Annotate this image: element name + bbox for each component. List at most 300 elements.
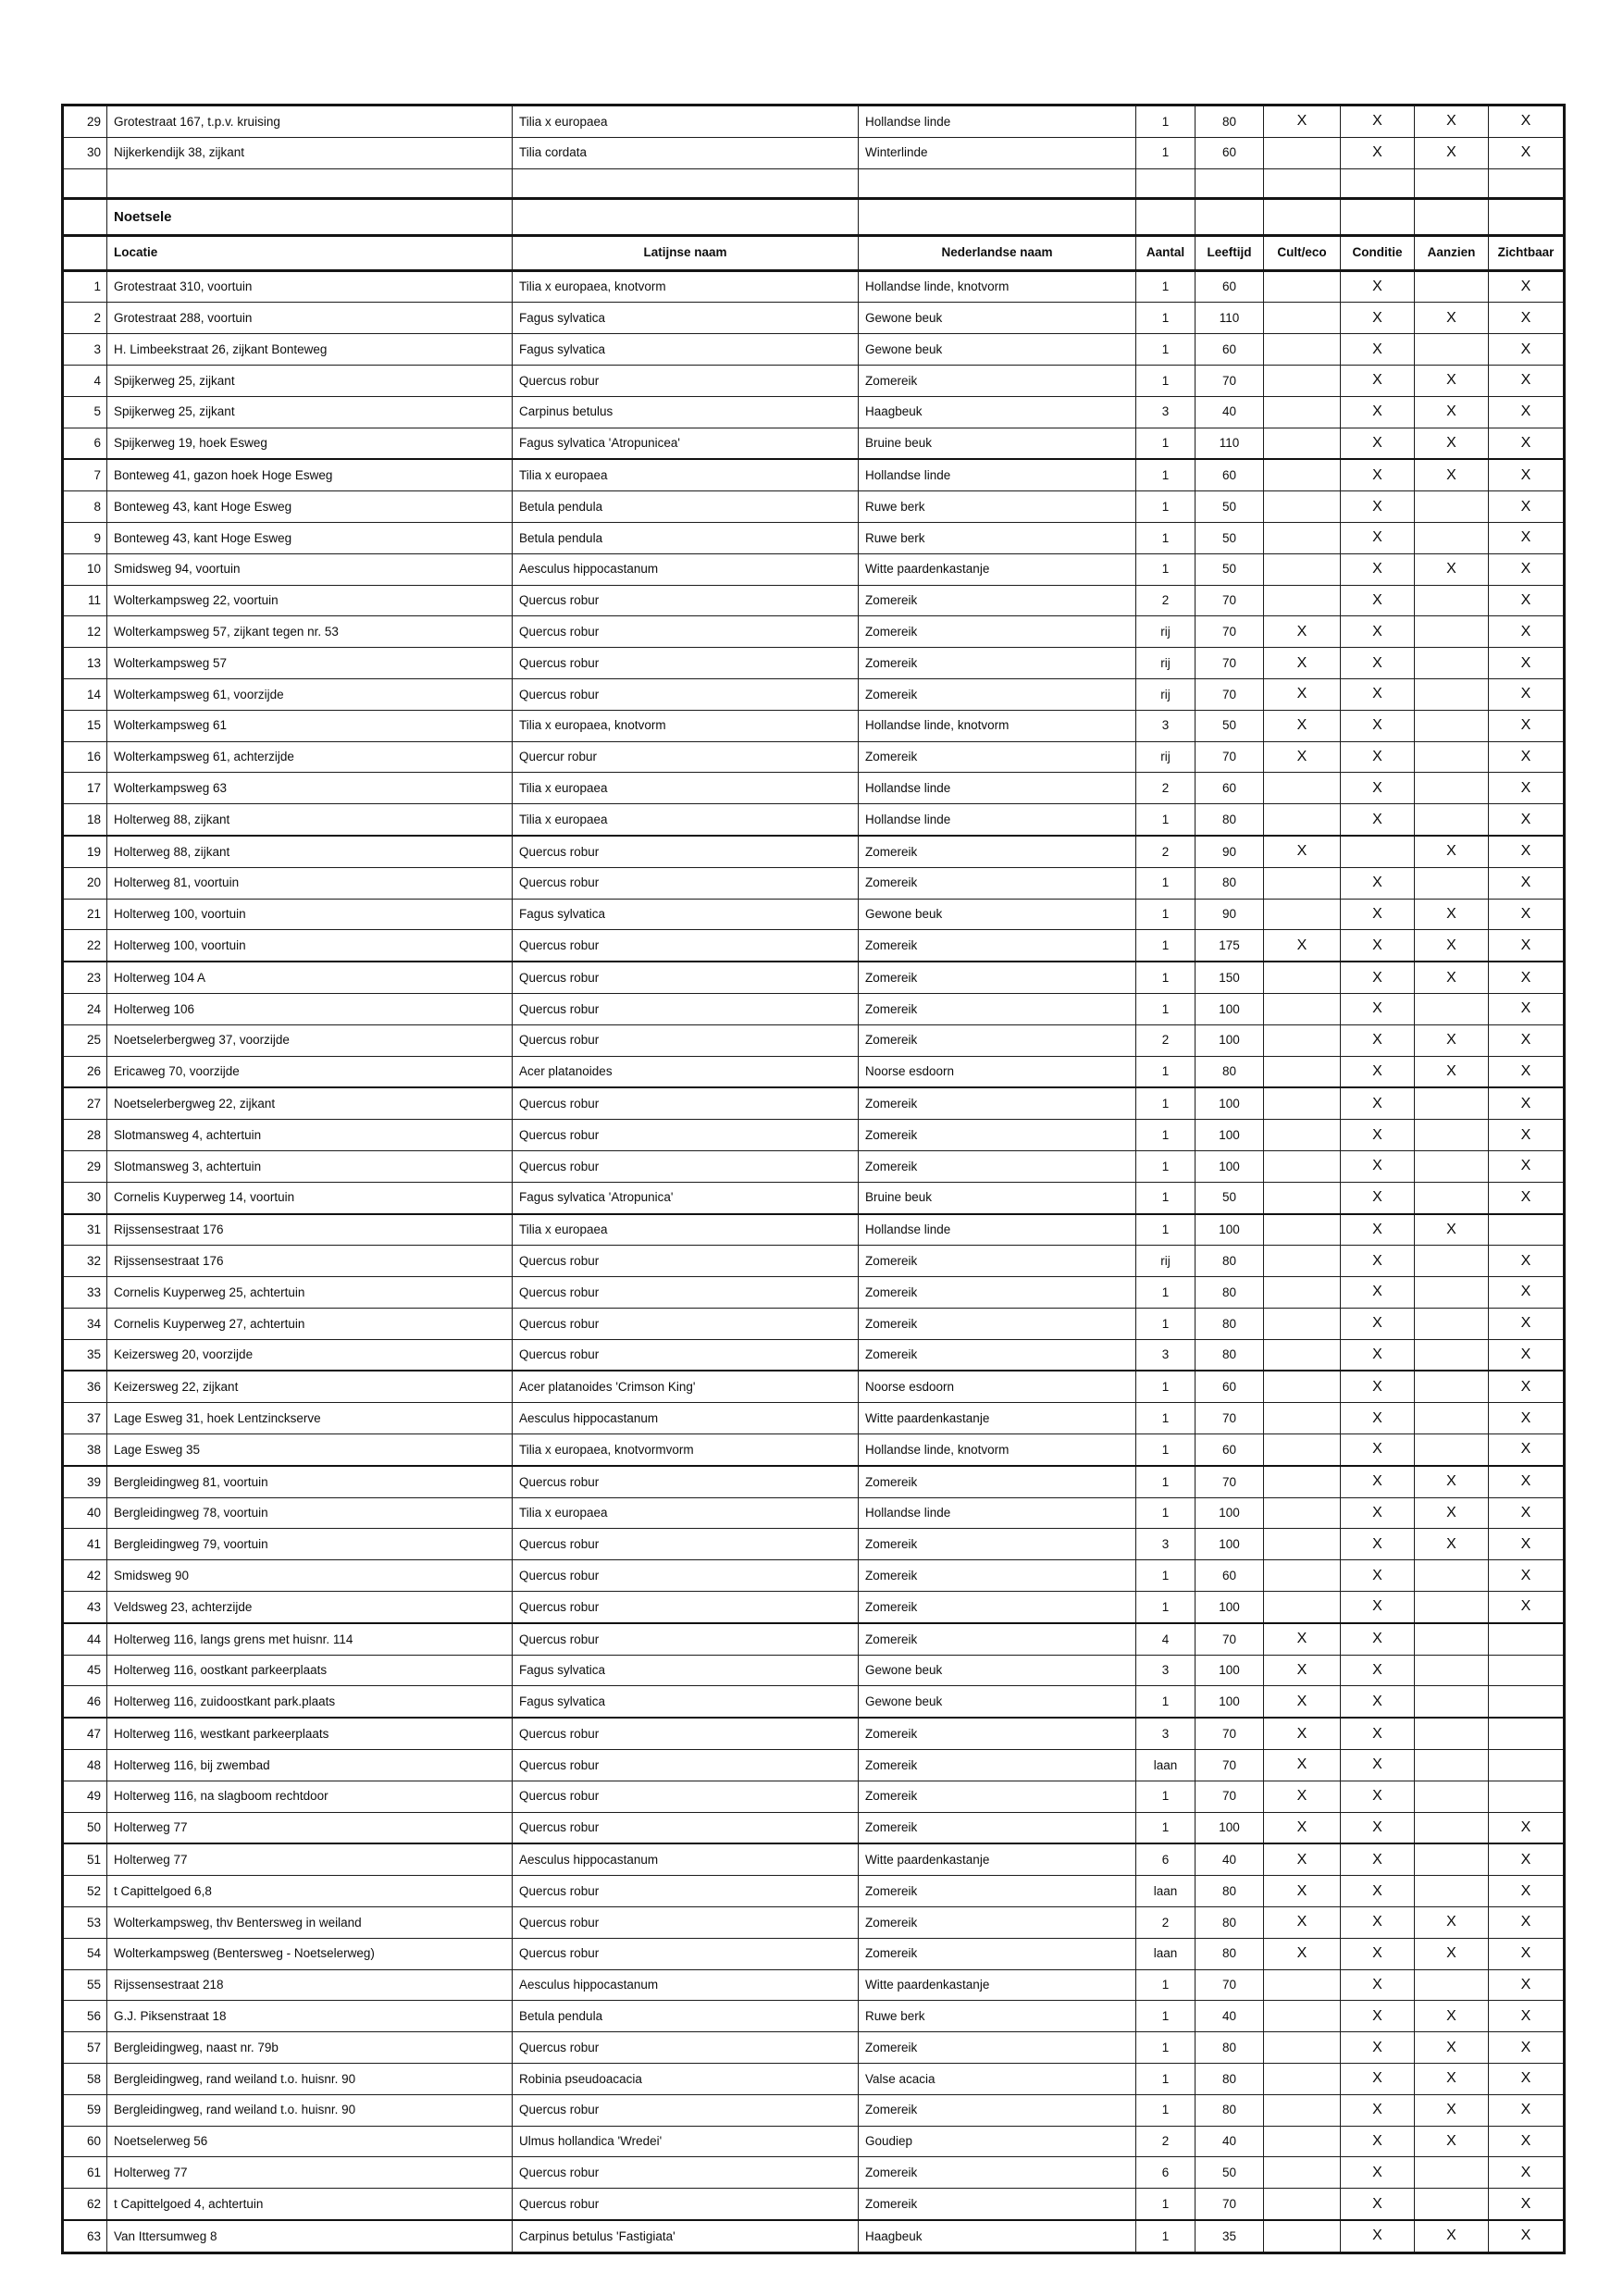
cell-locatie: Holterweg 77	[107, 1843, 513, 1875]
cell-aanzien	[1415, 1686, 1489, 1718]
cell-zichtbaar: X	[1489, 2064, 1565, 2095]
cell-cult-eco	[1264, 2189, 1341, 2220]
cell-conditie: X	[1341, 2094, 1415, 2126]
cell-cult-eco	[1264, 1560, 1341, 1592]
cell-locatie: Holterweg 116, zuidoostkant park.plaats	[107, 1686, 513, 1718]
cell-aantal: 1	[1136, 1592, 1196, 1623]
header-locatie: Locatie	[107, 235, 513, 270]
cell-conditie: X	[1341, 962, 1415, 993]
cell-aantal: 1	[1136, 1781, 1196, 1812]
cell-aantal: rij	[1136, 616, 1196, 648]
cell-conditie: X	[1341, 616, 1415, 648]
cell	[1264, 198, 1341, 235]
cell-conditie: X	[1341, 993, 1415, 1024]
cell-zichtbaar: X	[1489, 1120, 1565, 1151]
cell-latijnse-naam: Fagus sylvatica	[513, 1686, 859, 1718]
cell-row-number: 53	[63, 1907, 107, 1939]
cell-locatie: Wolterkampsweg, thv Bentersweg in weiland	[107, 1907, 513, 1939]
cell-latijnse-naam: Fagus sylvatica	[513, 303, 859, 334]
table-row	[63, 930, 1565, 962]
cell-latijnse-naam: Quercus robur	[513, 1308, 859, 1339]
cell-latijnse-naam: Quercus robur	[513, 1750, 859, 1781]
cell-conditie: X	[1341, 710, 1415, 741]
cell-nederlandse-naam: Zomereik	[859, 2032, 1136, 2064]
table-row	[63, 2001, 1565, 2032]
cell-nederlandse-naam: Zomereik	[859, 1466, 1136, 1497]
cell-leeftijd: 80	[1196, 2094, 1264, 2126]
cell-locatie: Grotestraat 167, t.p.v. kruising	[107, 105, 513, 138]
cell-leeftijd: 80	[1196, 1056, 1264, 1087]
table-row	[63, 1655, 1565, 1686]
cell-conditie: X	[1341, 678, 1415, 710]
header-aantal: Aantal	[1136, 235, 1196, 270]
table-row	[63, 1150, 1565, 1182]
cell-aanzien: X	[1415, 962, 1489, 993]
cell-row-number: 47	[63, 1718, 107, 1749]
cell-zichtbaar: X	[1489, 365, 1565, 396]
cell-locatie: t Capittelgoed 6,8	[107, 1876, 513, 1907]
cell-row-number: 19	[63, 836, 107, 867]
cell-conditie: X	[1341, 1056, 1415, 1087]
cell-latijnse-naam: Tilia x europaea, knotvorm	[513, 710, 859, 741]
cell-aantal: 1	[1136, 2189, 1196, 2220]
cell-conditie: X	[1341, 1277, 1415, 1309]
cell-aanzien	[1415, 1339, 1489, 1371]
header-aanzien: Aanzien	[1415, 235, 1489, 270]
cell-cult-eco	[1264, 1339, 1341, 1371]
cell-cult-eco: X	[1264, 836, 1341, 867]
cell-zichtbaar	[1489, 1686, 1565, 1718]
cell-locatie: Smidsweg 94, voortuin	[107, 553, 513, 585]
cell-zichtbaar: X	[1489, 1843, 1565, 1875]
cell-leeftijd: 70	[1196, 741, 1264, 773]
cell-latijnse-naam: Quercus robur	[513, 1339, 859, 1371]
cell-row-number: 59	[63, 2094, 107, 2126]
cell-zichtbaar	[1489, 1655, 1565, 1686]
cell-latijnse-naam: Aesculus hippocastanum	[513, 1403, 859, 1434]
cell-aantal: 1	[1136, 1466, 1196, 1497]
cell-zichtbaar: X	[1489, 2001, 1565, 2032]
cell-row-number: 49	[63, 1781, 107, 1812]
cell-row-number: 54	[63, 1938, 107, 1969]
cell-zichtbaar: X	[1489, 396, 1565, 428]
cell-nederlandse-naam: Zomereik	[859, 1560, 1136, 1592]
cell-cult-eco	[1264, 1434, 1341, 1466]
cell-cult-eco	[1264, 2157, 1341, 2189]
cell-aanzien	[1415, 1182, 1489, 1213]
cell-nederlandse-naam: Ruwe berk	[859, 491, 1136, 523]
cell-aanzien	[1415, 773, 1489, 804]
cell-cult-eco	[1264, 522, 1341, 553]
cell-conditie: X	[1341, 137, 1415, 168]
cell-leeftijd: 80	[1196, 1277, 1264, 1309]
cell-leeftijd: 70	[1196, 678, 1264, 710]
cell-aantal: 3	[1136, 710, 1196, 741]
cell-aantal: 2	[1136, 836, 1196, 867]
cell-cult-eco	[1264, 2220, 1341, 2253]
cell-row-number: 11	[63, 585, 107, 616]
cell-row-number: 61	[63, 2157, 107, 2189]
cell-conditie: X	[1341, 1120, 1415, 1151]
cell-leeftijd: 50	[1196, 710, 1264, 741]
cell-zichtbaar: X	[1489, 1182, 1565, 1213]
cell-aanzien	[1415, 334, 1489, 366]
cell-aanzien	[1415, 804, 1489, 836]
table-row	[63, 1466, 1565, 1497]
cell-nederlandse-naam: Zomereik	[859, 1781, 1136, 1812]
cell-zichtbaar: X	[1489, 2157, 1565, 2189]
cell-aantal: 1	[1136, 303, 1196, 334]
table-row	[63, 2094, 1565, 2126]
cell-aanzien	[1415, 867, 1489, 899]
cell-nederlandse-naam	[859, 168, 1136, 198]
cell-row-number: 36	[63, 1371, 107, 1402]
cell-leeftijd: 100	[1196, 1150, 1264, 1182]
cell-row-number: 2	[63, 303, 107, 334]
cell-leeftijd: 80	[1196, 1907, 1264, 1939]
cell-leeftijd: 80	[1196, 105, 1264, 138]
cell-conditie: X	[1341, 867, 1415, 899]
cell-cult-eco	[1264, 1120, 1341, 1151]
cell-latijnse-naam: Quercus robur	[513, 836, 859, 867]
tree-inventory-table	[61, 104, 1566, 2254]
cell-cult-eco: X	[1264, 1843, 1341, 1875]
cell-cult-eco	[1264, 396, 1341, 428]
cell-cult-eco: X	[1264, 930, 1341, 962]
cell-leeftijd: 50	[1196, 2157, 1264, 2189]
header-latijnse-naam: Latijnse naam	[513, 235, 859, 270]
table-row	[63, 993, 1565, 1024]
cell-cult-eco: X	[1264, 1655, 1341, 1686]
cell-cult-eco	[1264, 1969, 1341, 2001]
cell-row-number: 24	[63, 993, 107, 1024]
cell-aanzien	[1415, 1308, 1489, 1339]
cell-nederlandse-naam: Zomereik	[859, 1120, 1136, 1151]
cell-aanzien: X	[1415, 1056, 1489, 1087]
cell-nederlandse-naam: Zomereik	[859, 1024, 1136, 1056]
cell-conditie: X	[1341, 741, 1415, 773]
cell-aanzien	[1415, 741, 1489, 773]
cell-zichtbaar: X	[1489, 2094, 1565, 2126]
cell-locatie: Lage Esweg 31, hoek Lentzinckserve	[107, 1403, 513, 1434]
cell-zichtbaar: X	[1489, 1277, 1565, 1309]
cell-zichtbaar: X	[1489, 836, 1565, 867]
cell-aanzien	[1415, 1655, 1489, 1686]
cell-aantal: rij	[1136, 648, 1196, 679]
cell-nederlandse-naam: Zomereik	[859, 1876, 1136, 1907]
cell-row-number: 58	[63, 2064, 107, 2095]
cell-row-number: 30	[63, 137, 107, 168]
cell-latijnse-naam: Quercus robur	[513, 2157, 859, 2189]
cell-latijnse-naam: Quercus robur	[513, 930, 859, 962]
cell-nederlandse-naam: Zomereik	[859, 1718, 1136, 1749]
cell-zichtbaar: X	[1489, 491, 1565, 523]
cell-conditie: X	[1341, 1403, 1415, 1434]
cell-latijnse-naam: Fagus sylvatica	[513, 334, 859, 366]
cell-zichtbaar: X	[1489, 270, 1565, 303]
cell-aantal: 1	[1136, 899, 1196, 930]
cell-zichtbaar: X	[1489, 303, 1565, 334]
cell-zichtbaar: X	[1489, 334, 1565, 366]
cell-aantal: 1	[1136, 930, 1196, 962]
table-row	[63, 1246, 1565, 1277]
cell-aanzien	[1415, 1246, 1489, 1277]
table-row	[63, 1623, 1565, 1655]
cell-leeftijd: 80	[1196, 2032, 1264, 2064]
cell-cult-eco	[1264, 334, 1341, 366]
cell-row-number: 22	[63, 930, 107, 962]
cell-nederlandse-naam: Zomereik	[859, 836, 1136, 867]
header-leeftijd: Leeftijd	[1196, 235, 1264, 270]
cell-latijnse-naam: Quercus robur	[513, 1529, 859, 1560]
cell-locatie: Wolterkampsweg 61, voorzijde	[107, 678, 513, 710]
cell-row-number: 43	[63, 1592, 107, 1623]
cell-row-number: 29	[63, 105, 107, 138]
cell-latijnse-naam: Quercus robur	[513, 2032, 859, 2064]
cell-row-number: 40	[63, 1497, 107, 1529]
cell-leeftijd: 60	[1196, 1371, 1264, 1402]
cell-locatie: Grotestraat 310, voortuin	[107, 270, 513, 303]
cell-aantal: 3	[1136, 1655, 1196, 1686]
cell-locatie: Veldsweg 23, achterzijde	[107, 1592, 513, 1623]
cell-aanzien: X	[1415, 1024, 1489, 1056]
cell-nederlandse-naam: Hollandse linde	[859, 773, 1136, 804]
cell-nederlandse-naam: Gewone beuk	[859, 334, 1136, 366]
cell-locatie: Bergleidingweg, rand weiland t.o. huisnr. 90	[107, 2094, 513, 2126]
cell-row-number: 33	[63, 1277, 107, 1309]
cell-conditie: X	[1341, 553, 1415, 585]
cell-aanzien	[1415, 522, 1489, 553]
cell-aantal: rij	[1136, 1246, 1196, 1277]
cell-conditie: X	[1341, 1339, 1415, 1371]
cell-cult-eco: X	[1264, 741, 1341, 773]
cell-aantal: 1	[1136, 1686, 1196, 1718]
cell-zichtbaar: X	[1489, 1592, 1565, 1623]
cell-zichtbaar: X	[1489, 2126, 1565, 2157]
cell-leeftijd: 40	[1196, 2001, 1264, 2032]
cell-nederlandse-naam: Zomereik	[859, 962, 1136, 993]
cell-cult-eco: X	[1264, 1907, 1341, 1939]
cell-aanzien: X	[1415, 1907, 1489, 1939]
cell-conditie: X	[1341, 1781, 1415, 1812]
table-row	[63, 804, 1565, 836]
cell-row-number: 62	[63, 2189, 107, 2220]
cell-aanzien	[1415, 1120, 1489, 1151]
cell-aanzien: X	[1415, 428, 1489, 459]
cell-row-number: 30	[63, 1182, 107, 1213]
cell-latijnse-naam: Betula pendula	[513, 2001, 859, 2032]
cell-locatie: Holterweg 116, na slagboom rechtdoor	[107, 1781, 513, 1812]
header-cult-eco: Cult/eco	[1264, 235, 1341, 270]
cell-row-number: 21	[63, 899, 107, 930]
cell-aantal: 1	[1136, 2094, 1196, 2126]
table-row	[63, 1434, 1565, 1466]
cell-zichtbaar: X	[1489, 1150, 1565, 1182]
cell-aantal: rij	[1136, 678, 1196, 710]
cell-aanzien: X	[1415, 899, 1489, 930]
cell-row-number: 48	[63, 1750, 107, 1781]
cell-conditie: X	[1341, 1182, 1415, 1213]
cell-latijnse-naam: Aesculus hippocastanum	[513, 1843, 859, 1875]
cell-aantal: 2	[1136, 773, 1196, 804]
cell-aantal: 2	[1136, 1907, 1196, 1939]
cell-row-number: 44	[63, 1623, 107, 1655]
cell-leeftijd: 70	[1196, 1781, 1264, 1812]
cell-nederlandse-naam: Zomereik	[859, 993, 1136, 1024]
cell-nederlandse-naam: Zomereik	[859, 1246, 1136, 1277]
cell-nederlandse-naam: Gewone beuk	[859, 1686, 1136, 1718]
table-row	[63, 773, 1565, 804]
cell-aantal: 1	[1136, 105, 1196, 138]
cell-leeftijd: 100	[1196, 1592, 1264, 1623]
cell-latijnse-naam: Quercus robur	[513, 993, 859, 1024]
cell-zichtbaar: X	[1489, 1497, 1565, 1529]
cell-conditie: X	[1341, 1087, 1415, 1119]
cell-locatie: Holterweg 104 A	[107, 962, 513, 993]
cell-cult-eco	[1264, 2064, 1341, 2095]
table-row	[63, 648, 1565, 679]
table-row	[63, 2032, 1565, 2064]
cell-latijnse-naam: Quercus robur	[513, 1876, 859, 1907]
table-row	[63, 899, 1565, 930]
table-row	[63, 1339, 1565, 1371]
section-title-row	[63, 198, 1565, 235]
cell-latijnse-naam: Tilia x europaea	[513, 1214, 859, 1246]
cell-leeftijd: 110	[1196, 428, 1264, 459]
cell-conditie: X	[1341, 2220, 1415, 2253]
cell-leeftijd: 70	[1196, 1623, 1264, 1655]
cell-zichtbaar: X	[1489, 1087, 1565, 1119]
cell-leeftijd: 80	[1196, 1308, 1264, 1339]
table-row	[63, 459, 1565, 490]
cell-leeftijd: 80	[1196, 2064, 1264, 2095]
cell-latijnse-naam	[513, 168, 859, 198]
cell-locatie: Wolterkampsweg 61, achterzijde	[107, 741, 513, 773]
cell-cult-eco: X	[1264, 1781, 1341, 1812]
cell-row-number: 63	[63, 2220, 107, 2253]
cell-leeftijd: 50	[1196, 1182, 1264, 1213]
table-row	[63, 2189, 1565, 2220]
cell-leeftijd: 80	[1196, 1339, 1264, 1371]
cell-conditie: X	[1341, 270, 1415, 303]
cell-aanzien	[1415, 993, 1489, 1024]
cell-locatie: Smidsweg 90	[107, 1560, 513, 1592]
cell-aantal: 1	[1136, 1087, 1196, 1119]
cell-row-number: 8	[63, 491, 107, 523]
cell-conditie: X	[1341, 1686, 1415, 1718]
cell-leeftijd: 60	[1196, 773, 1264, 804]
cell-cult-eco	[1264, 1529, 1341, 1560]
cell-latijnse-naam: Quercus robur	[513, 1560, 859, 1592]
cell-aanzien	[1415, 1781, 1489, 1812]
cell-aanzien	[1415, 491, 1489, 523]
table-row	[63, 1750, 1565, 1781]
cell-leeftijd: 60	[1196, 137, 1264, 168]
cell-zichtbaar: X	[1489, 648, 1565, 679]
cell-zichtbaar: X	[1489, 428, 1565, 459]
cell-zichtbaar	[1489, 168, 1565, 198]
cell-cult-eco	[1264, 1024, 1341, 1056]
cell-latijnse-naam: Quercus robur	[513, 1150, 859, 1182]
cell-locatie: Bergleidingweg 78, voortuin	[107, 1497, 513, 1529]
cell-zichtbaar	[1489, 1750, 1565, 1781]
cell-zichtbaar: X	[1489, 1812, 1565, 1843]
cell-aantal: 3	[1136, 1339, 1196, 1371]
cell-latijnse-naam: Quercur robur	[513, 741, 859, 773]
cell-leeftijd: 40	[1196, 396, 1264, 428]
cell	[1415, 198, 1489, 235]
cell-row-number: 45	[63, 1655, 107, 1686]
cell-aanzien: X	[1415, 2064, 1489, 2095]
cell-aantal: laan	[1136, 1750, 1196, 1781]
cell-locatie: H. Limbeekstraat 26, zijkant Bonteweg	[107, 334, 513, 366]
cell-row-number: 34	[63, 1308, 107, 1339]
cell-zichtbaar: X	[1489, 741, 1565, 773]
cell-latijnse-naam: Quercus robur	[513, 1781, 859, 1812]
cell-aantal: 1	[1136, 1497, 1196, 1529]
cell-zichtbaar: X	[1489, 1403, 1565, 1434]
cell-nederlandse-naam: Zomereik	[859, 1339, 1136, 1371]
cell-row-number: 4	[63, 365, 107, 396]
cell-zichtbaar: X	[1489, 1339, 1565, 1371]
cell-row-number: 41	[63, 1529, 107, 1560]
cell-row-number: 52	[63, 1876, 107, 1907]
cell-nederlandse-naam: Haagbeuk	[859, 396, 1136, 428]
cell-leeftijd: 100	[1196, 1024, 1264, 1056]
table-row-previous-section	[63, 137, 1565, 168]
cell-locatie: Holterweg 100, voortuin	[107, 899, 513, 930]
cell-leeftijd: 110	[1196, 303, 1264, 334]
table-row	[63, 1812, 1565, 1843]
cell-aantal: 1	[1136, 137, 1196, 168]
cell-locatie: Noetselerbergweg 37, voorzijde	[107, 1024, 513, 1056]
cell-locatie: Wolterkampsweg 57, zijkant tegen nr. 53	[107, 616, 513, 648]
cell-cult-eco	[1264, 1371, 1341, 1402]
cell-locatie: Keizersweg 22, zijkant	[107, 1371, 513, 1402]
cell-leeftijd	[1196, 168, 1264, 198]
cell-conditie: X	[1341, 899, 1415, 930]
cell-latijnse-naam: Tilia x europaea, knotvormvorm	[513, 1434, 859, 1466]
cell-conditie: X	[1341, 1560, 1415, 1592]
cell-zichtbaar: X	[1489, 993, 1565, 1024]
cell-row-number: 27	[63, 1087, 107, 1119]
cell-locatie: Slotmansweg 3, achtertuin	[107, 1150, 513, 1182]
cell-leeftijd: 40	[1196, 2126, 1264, 2157]
cell-aantal: 1	[1136, 553, 1196, 585]
cell	[1489, 198, 1565, 235]
cell	[513, 198, 859, 235]
cell-aanzien: X	[1415, 1529, 1489, 1560]
cell-zichtbaar: X	[1489, 930, 1565, 962]
cell-leeftijd: 90	[1196, 836, 1264, 867]
cell-cult-eco	[1264, 1087, 1341, 1119]
cell-nederlandse-naam: Hollandse linde, knotvorm	[859, 1434, 1136, 1466]
cell-leeftijd: 100	[1196, 1497, 1264, 1529]
cell-conditie	[1341, 168, 1415, 198]
table-row	[63, 741, 1565, 773]
cell-aanzien: X	[1415, 2094, 1489, 2126]
table-row	[63, 334, 1565, 366]
cell-zichtbaar: X	[1489, 2189, 1565, 2220]
cell-latijnse-naam: Quercus robur	[513, 1592, 859, 1623]
cell-row-number: 15	[63, 710, 107, 741]
cell-nederlandse-naam: Zomereik	[859, 678, 1136, 710]
cell-latijnse-naam: Quercus robur	[513, 1024, 859, 1056]
cell-row-number: 55	[63, 1969, 107, 2001]
cell-cult-eco	[1264, 1214, 1341, 1246]
cell-cult-eco: X	[1264, 678, 1341, 710]
cell-zichtbaar: X	[1489, 137, 1565, 168]
